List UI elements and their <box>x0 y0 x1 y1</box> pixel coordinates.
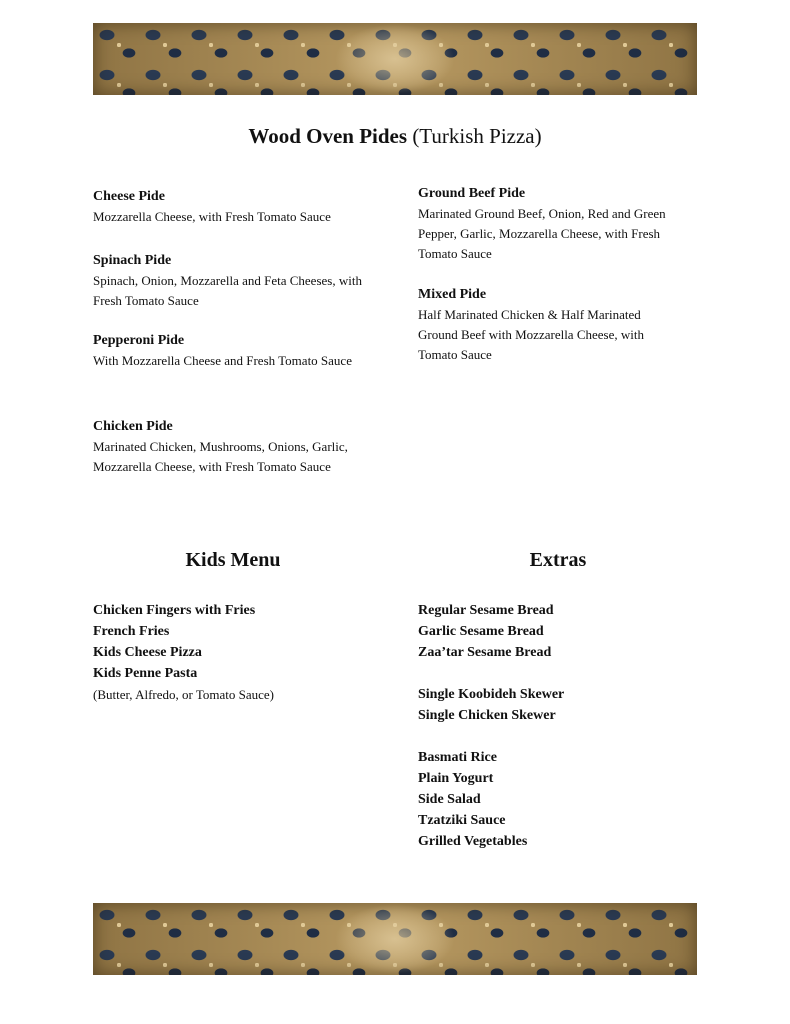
list-item: Garlic Sesame Bread <box>418 624 544 639</box>
item-name: Chicken Pide <box>93 419 173 434</box>
page-title <box>0 122 790 150</box>
list-item: Grilled Vegetables <box>418 834 528 849</box>
extras-title: Extras <box>529 549 587 571</box>
item-name: Pepperoni Pide <box>93 333 185 348</box>
menu-item-ground-beef-pide <box>418 184 698 264</box>
item-description: With Mozzarella Cheese and Fresh Tomato Sauce <box>93 353 352 368</box>
item-description: Mozzarella Cheese, with Fresh Tomato Sauce <box>93 209 331 224</box>
list-item: French Fries <box>93 624 170 639</box>
list-spacer <box>418 663 708 684</box>
menu-item-cheese-pide <box>93 187 383 227</box>
list-item: Zaa’tar Sesame Bread <box>418 645 552 660</box>
menu-item-mixed-pide <box>418 285 678 365</box>
banner-medallion <box>335 904 455 974</box>
menu-item-chicken-pide <box>93 417 383 477</box>
item-name: Mixed Pide <box>418 287 487 302</box>
list-spacer <box>418 726 708 747</box>
extras-list <box>418 600 708 852</box>
item-name: Cheese Pide <box>93 189 165 204</box>
list-item: Single Koobideh Skewer <box>418 687 565 702</box>
kids-menu-title: Kids Menu <box>185 549 281 571</box>
item-description: Half Marinated Chicken & Half Marinated Ground Beef with Mozzarella Cheese, with Tomato Sauce <box>418 307 644 362</box>
page-title-bold: Wood Oven Pides <box>248 124 408 148</box>
list-item: Kids Penne Pasta <box>93 666 198 681</box>
list-item-note: (Butter, Alfredo, or Tomato Sauce) <box>93 687 275 702</box>
item-name: Spinach Pide <box>93 253 172 268</box>
item-name: Ground Beef Pide <box>418 186 526 201</box>
list-item: Tzatziki Sauce <box>418 813 506 828</box>
item-description: Spinach, Onion, Mozzarella and Feta Cheeses, with Fresh Tomato Sauce <box>93 273 362 308</box>
item-description: Marinated Chicken, Mushrooms, Onions, Garlic, Mozzarella Cheese, with Fresh Tomato Sauce <box>93 439 348 474</box>
list-item: Basmati Rice <box>418 750 497 765</box>
item-description: Marinated Ground Beef, Onion, Red and Green Pepper, Garlic, Mozzarella Cheese, with Fresh Tomato Sauce <box>418 206 666 261</box>
list-item: Single Chicken Skewer <box>418 708 556 723</box>
list-item: Plain Yogurt <box>418 771 494 786</box>
list-item: Regular Sesame Bread <box>418 603 554 618</box>
page-title-subtitle: (Turkish Pizza) <box>412 124 542 148</box>
list-item: Side Salad <box>418 792 481 807</box>
kids-menu-list <box>93 600 383 705</box>
list-item: Chicken Fingers with Fries <box>93 603 256 618</box>
top-decorative-banner <box>93 23 697 95</box>
bottom-decorative-banner <box>93 903 697 975</box>
menu-item-spinach-pide <box>93 251 383 311</box>
menu-item-pepperoni-pide <box>93 331 353 371</box>
list-item: Kids Cheese Pizza <box>93 645 202 660</box>
banner-medallion <box>335 24 455 94</box>
